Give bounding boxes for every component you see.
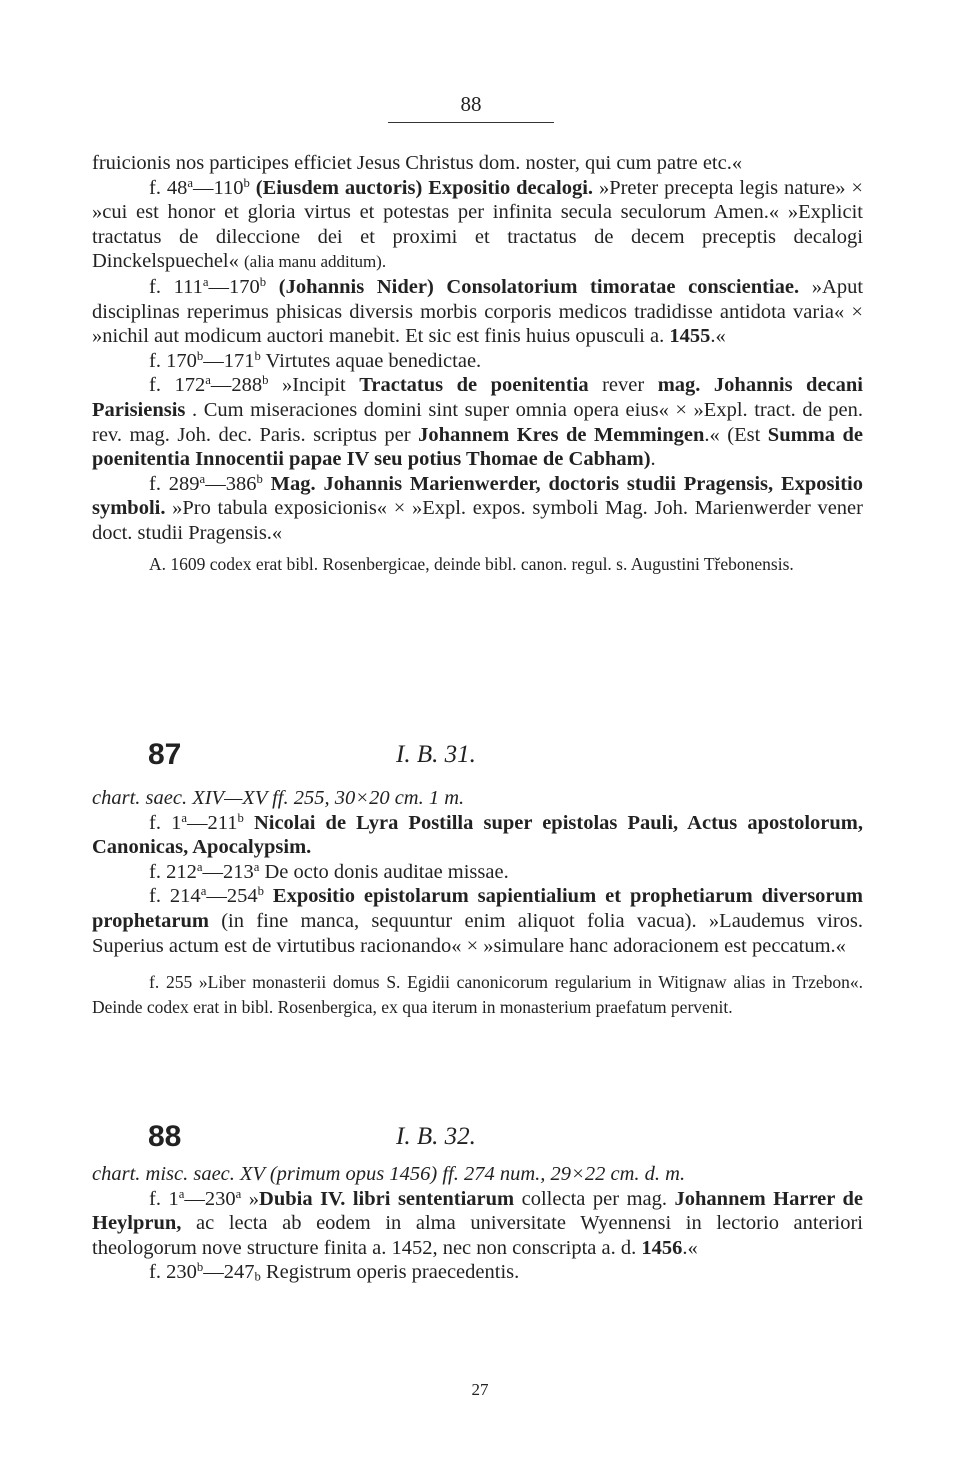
page-number-rule: [388, 122, 554, 123]
signature-mark: 27: [471, 1380, 489, 1399]
continuation-block: [92, 151, 863, 576]
folio-entry: f. 289$^a$—386$^b$ Mag. Johannis Marienwerder, doctoris studii Pragensis, Expositio symboli. »Pro tabula exposicionis« × »Expl. expos. symboli Mag. Joh. Marienwerder vener doct. studii Pragensis.«: [92, 471, 864, 544]
folio-entry: f. 170$^b$—171$^b$ Virtutes aquae benedictae.: [149, 348, 482, 372]
provenance-note: f. 255 »Liber monasterii domus S. Egidii canonicorum regularium in Witignaw alias in Trzebon«. Deinde codex erat in bibl. Rosenbergica, ex qua iterum in monasterium praefatum pervenit.: [92, 972, 863, 1017]
folio-entry: f. 1$^a$—211$^b$ Nicolai de Lyra Postilla super epistolas Pauli, Actus apostolorum, Canonicas, Apocalypsim.: [92, 810, 863, 859]
folio-entry: f. 111$^a$—170$^b$ (Johannis Nider) Consolatorium timoratae conscientiae. »Aput disciplinas reperimus phisicas diversis morbis corporis medicos tradidisse antidota varia« × »nichil aut modicum auctori manebit. Et sic est finis huius opusculi a. 1455.«: [92, 274, 864, 348]
codex-signature: I. B. 31.: [396, 741, 476, 768]
codex-signature: I. B. 32.: [396, 1123, 476, 1150]
provenance-note: A. 1609 codex erat bibl. Rosenbergicae, deinde bibl. canon. regul. s. Augustini Třebonensis.: [149, 553, 794, 574]
folio-entry: f. 214$^a$—254$^b$ Expositio epistolarum sapientialium et prophetiarum diversorum prophetarum (in fine manca, sequuntur enim aliquot folia vacua). »Laudemus viros. Superius actum est de virtutibus racionando« × »simulare hanc adoracionem est peccatum.«: [92, 884, 863, 957]
folio-entry: f. 212$^a$—213$^a$ De octo donis auditae missae.: [149, 859, 509, 883]
page-number: 88: [460, 92, 482, 116]
codex-number: 88: [148, 1120, 182, 1153]
folio-entry: f. 172$^a$—288$^b$ »Incipit Tractatus de poenitentia rever mag. Johannis decani Parisiensis . Cum miseraciones domini sint super omnia opera eius« × »Expl. tract. de pen. rev. mag. Joh. dec. Paris. scriptus per Johannem Kres de Memmingen.« (Est Summa de poenitentia Innocentii papae IV seu potius Thomae de Cabham).: [92, 373, 864, 471]
codex-description: chart. misc. saec. XV (primum opus 1456) ff. 274 num., 29×22 cm. d. m.: [92, 1163, 686, 1185]
folio-entry: f. $230^b—247_b$ Registrum operis praecedentis.: [149, 1260, 520, 1284]
folio-entry: f. 48$^a$—110$^b$ (Eiusdem auctoris) Expositio decalogi. »Preter precepta legis nature» × »cui est honor et gloria virtus et potestas per infinita secula seculorum Amen.« »Explicit tractatus de dileccione dei et proximi et tractatus de decem preceptis decalogi Dinckelspuechel« (alia manu additum).: [92, 175, 863, 273]
codex-88-block: [92, 1162, 863, 1285]
folio-entry: f. 1$^a$—230$^a$ »Dubia IV. libri sententiarum collecta per mag. Johannem Harrer de Heylprun, ac lecta ab eodem in alma universitate Wyennensi in lectorio anteriori theologorum nove structure finita a. 1452, nec non conscripta a. d. 1456.«: [92, 1186, 864, 1259]
codex-number: 87: [148, 738, 182, 771]
codex-87-block: [92, 786, 863, 1019]
codex-description: chart. saec. XIV—XV ff. 255, 30×20 cm. 1 m.: [92, 787, 465, 809]
text-paragraph: fruicionis nos participes efficiet Jesus Christus dom. noster, qui cum patre etc.«: [92, 152, 743, 174]
